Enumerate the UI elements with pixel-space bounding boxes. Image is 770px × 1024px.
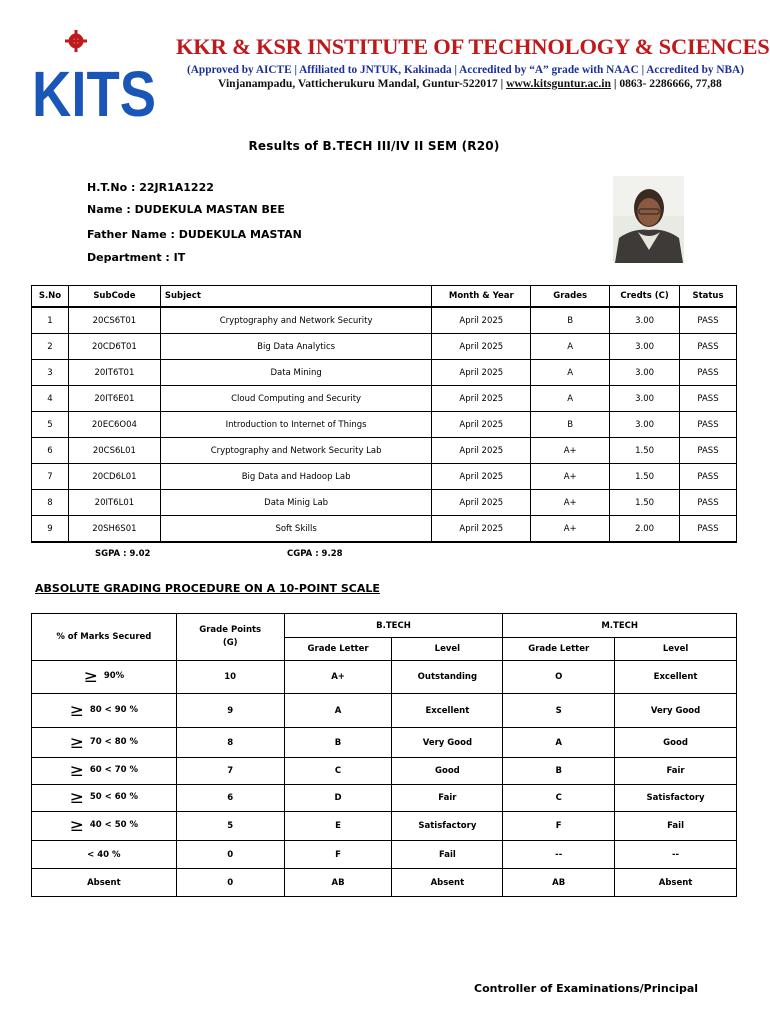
status-cell: PASS xyxy=(680,386,737,412)
column-header: Status xyxy=(680,286,737,308)
website-link[interactable]: www.kitsguntur.ac.in xyxy=(506,77,611,90)
month-year-cell: April 2025 xyxy=(432,464,531,490)
btech-header: B.TECH xyxy=(284,614,503,638)
marks-secured-header: % of Marks Secured xyxy=(32,614,177,661)
greater-equal-symbol: ≥ xyxy=(69,788,84,808)
subject-name-cell: Introduction to Internet of Things xyxy=(160,412,432,438)
mtech-level-cell: Satisfactory xyxy=(615,785,737,812)
column-header: Month & Year xyxy=(432,286,531,308)
column-header: Grades xyxy=(531,286,610,308)
greater-equal-symbol: ≥ xyxy=(83,667,98,687)
grading-header-row xyxy=(32,614,737,638)
subject-code-cell: 20CS6T01 xyxy=(68,307,160,334)
grading-row xyxy=(32,758,737,785)
logo-text: KITS xyxy=(32,58,156,130)
column-header: S.No xyxy=(32,286,69,308)
btech-grade-letter-cell: A+ xyxy=(284,661,392,694)
table-row xyxy=(32,516,737,543)
column-header: SubCode xyxy=(68,286,160,308)
month-year-cell: April 2025 xyxy=(432,412,531,438)
btech-grade-letter-cell: B xyxy=(284,728,392,758)
table-row xyxy=(32,490,737,516)
marks-range-cell xyxy=(32,728,177,758)
grade-cell: A+ xyxy=(531,438,610,464)
gear-icon xyxy=(65,30,87,52)
grade-points-cell: 5 xyxy=(176,812,284,841)
status-cell: PASS xyxy=(680,438,737,464)
status-cell: PASS xyxy=(680,490,737,516)
grade-points-header xyxy=(176,614,284,661)
grade-cell: A+ xyxy=(531,464,610,490)
serial-number-cell: 3 xyxy=(32,360,69,386)
btech-level-cell: Good xyxy=(392,758,503,785)
month-year-cell: April 2025 xyxy=(432,516,531,543)
mtech-level-cell: Absent xyxy=(615,869,737,897)
mtech-header: M.TECH xyxy=(503,614,737,638)
status-cell: PASS xyxy=(680,307,737,334)
month-year-cell: April 2025 xyxy=(432,490,531,516)
grade-cell: B xyxy=(531,412,610,438)
btech-grade-letter-header: Grade Letter xyxy=(284,638,392,661)
grade-points-cell: 8 xyxy=(176,728,284,758)
subject-code-cell: 20CS6L01 xyxy=(68,438,160,464)
marks-range-text: < 40 % xyxy=(87,849,121,860)
serial-number-cell: 1 xyxy=(32,307,69,334)
btech-level-cell: Satisfactory xyxy=(392,812,503,841)
status-cell: PASS xyxy=(680,360,737,386)
mtech-grade-letter-cell: -- xyxy=(503,841,615,869)
table-row xyxy=(32,386,737,412)
marks-table xyxy=(31,285,737,543)
marks-range-text: 50 < 60 % xyxy=(89,792,139,802)
mtech-grade-letter-cell: AB xyxy=(503,869,615,897)
marks-range-text: 60 < 70 % xyxy=(89,765,139,775)
address-text: Vinjanampadu, Vatticherukuru Mandal, Guntur-522017 | xyxy=(218,77,504,90)
month-year-cell: April 2025 xyxy=(432,307,531,334)
credits-cell: 2.00 xyxy=(610,516,680,543)
grading-table xyxy=(31,613,737,897)
btech-grade-letter-cell: A xyxy=(284,694,392,728)
marks-range-cell xyxy=(32,758,177,785)
grade-points-cell: 10 xyxy=(176,661,284,694)
institute-address xyxy=(218,77,738,90)
grade-points-cell: 0 xyxy=(176,841,284,869)
marks-range-text: 70 < 80 % xyxy=(89,736,139,747)
table-row xyxy=(32,307,737,334)
subject-code-cell: 20IT6E01 xyxy=(68,386,160,412)
table-row xyxy=(32,464,737,490)
mtech-level-cell: Fail xyxy=(615,812,737,841)
grade-cell: A xyxy=(531,386,610,412)
serial-number-cell: 8 xyxy=(32,490,69,516)
grade-points-cell: 6 xyxy=(176,785,284,812)
marks-range-cell xyxy=(32,694,177,728)
table-row xyxy=(32,360,737,386)
marks-range-cell xyxy=(32,812,177,841)
subject-code-cell: 20IT6T01 xyxy=(68,360,160,386)
mtech-level-cell: -- xyxy=(615,841,737,869)
greater-equal-symbol: ≥ xyxy=(69,761,84,781)
subject-name-cell: Cryptography and Network Security Lab xyxy=(160,438,432,464)
month-year-cell: April 2025 xyxy=(432,360,531,386)
btech-level-cell: Excellent xyxy=(392,694,503,728)
subject-code-cell: 20EC6O04 xyxy=(68,412,160,438)
column-header: Subject xyxy=(160,286,432,308)
serial-number-cell: 9 xyxy=(32,516,69,543)
table-row xyxy=(32,334,737,360)
credits-cell: 1.50 xyxy=(610,464,680,490)
credits-cell: 3.00 xyxy=(610,307,680,334)
credits-cell: 1.50 xyxy=(610,438,680,464)
month-year-cell: April 2025 xyxy=(432,334,531,360)
credits-cell: 3.00 xyxy=(610,412,680,438)
student-name: Name : DUDEKULA MASTAN BEE xyxy=(87,203,285,216)
marks-range-cell xyxy=(32,841,177,869)
subject-code-cell: 20SH6S01 xyxy=(68,516,160,543)
grade-cell: A+ xyxy=(531,516,610,543)
mtech-grade-letter-cell: O xyxy=(503,661,615,694)
institute-name: KKR & KSR INSTITUTE OF TECHNOLOGY & SCIENCES xyxy=(176,34,770,59)
kits-logo xyxy=(30,30,160,130)
mtech-grade-letter-cell: B xyxy=(503,758,615,785)
mtech-level-cell: Very Good xyxy=(615,694,737,728)
credits-cell: 3.00 xyxy=(610,360,680,386)
subject-name-cell: Cryptography and Network Security xyxy=(160,307,432,334)
subject-name-cell: Data Mining xyxy=(160,360,432,386)
grade-points-header-text: Grade Points (G) xyxy=(199,625,262,648)
grading-row xyxy=(32,785,737,812)
btech-level-cell: Outstanding xyxy=(392,661,503,694)
mtech-grade-letter-cell: S xyxy=(503,694,615,728)
serial-number-cell: 5 xyxy=(32,412,69,438)
phone-text: | 0863- 2286666, 77,88 xyxy=(613,77,722,90)
subject-code-cell: 20IT6L01 xyxy=(68,490,160,516)
result-title: Results of B.TECH III/IV II SEM (R20) xyxy=(248,139,500,153)
table-row xyxy=(32,412,737,438)
marks-range-text: Absent xyxy=(87,877,121,888)
status-cell: PASS xyxy=(680,334,737,360)
btech-level-cell: Fail xyxy=(392,841,503,869)
grading-row xyxy=(32,869,737,897)
sgpa: SGPA : 9.02 xyxy=(95,549,151,559)
subject-name-cell: Big Data and Hadoop Lab xyxy=(160,464,432,490)
grade-cell: A xyxy=(531,360,610,386)
marks-range-text: 40 < 50 % xyxy=(89,820,139,830)
marks-range-cell xyxy=(32,869,177,897)
serial-number-cell: 7 xyxy=(32,464,69,490)
month-year-cell: April 2025 xyxy=(432,386,531,412)
hall-ticket-number: H.T.No : 22JR1A1222 xyxy=(87,181,214,194)
grade-cell: A+ xyxy=(531,490,610,516)
marks-range-text: 80 < 90 % xyxy=(89,704,139,715)
btech-level-cell: Very Good xyxy=(392,728,503,758)
marks-range-cell xyxy=(32,661,177,694)
marks-header-row xyxy=(32,286,737,308)
status-cell: PASS xyxy=(680,516,737,543)
subject-code-cell: 20CD6L01 xyxy=(68,464,160,490)
subject-name-cell: Soft Skills xyxy=(160,516,432,543)
status-cell: PASS xyxy=(680,464,737,490)
btech-grade-letter-cell: C xyxy=(284,758,392,785)
btech-level-header: Level xyxy=(392,638,503,661)
mtech-level-header: Level xyxy=(615,638,737,661)
grade-points-cell: 9 xyxy=(176,694,284,728)
status-cell: PASS xyxy=(680,412,737,438)
grading-title: ABSOLUTE GRADING PROCEDURE ON A 10-POINT SCALE xyxy=(35,582,380,595)
month-year-cell: April 2025 xyxy=(432,438,531,464)
serial-number-cell: 4 xyxy=(32,386,69,412)
student-photo xyxy=(613,176,684,263)
serial-number-cell: 2 xyxy=(32,334,69,360)
credits-cell: 1.50 xyxy=(610,490,680,516)
btech-grade-letter-cell: AB xyxy=(284,869,392,897)
btech-level-cell: Fair xyxy=(392,785,503,812)
btech-grade-letter-cell: F xyxy=(284,841,392,869)
greater-equal-symbol: ≥ xyxy=(69,700,84,721)
greater-equal-symbol: ≥ xyxy=(69,732,84,753)
credits-cell: 3.00 xyxy=(610,334,680,360)
grading-row xyxy=(32,728,737,758)
mtech-grade-letter-cell: F xyxy=(503,812,615,841)
father-name: Father Name : DUDEKULA MASTAN xyxy=(87,228,302,241)
subject-name-cell: Big Data Analytics xyxy=(160,334,432,360)
btech-grade-letter-cell: D xyxy=(284,785,392,812)
grade-points-cell: 7 xyxy=(176,758,284,785)
signature-label: Controller of Examinations/Principal xyxy=(474,982,699,995)
grade-cell: B xyxy=(531,307,610,334)
cgpa: CGPA : 9.28 xyxy=(287,549,343,559)
column-header: Credts (C) xyxy=(610,286,680,308)
mtech-level-cell: Good xyxy=(615,728,737,758)
grade-cell: A xyxy=(531,334,610,360)
btech-level-cell: Absent xyxy=(392,869,503,897)
mtech-level-cell: Excellent xyxy=(615,661,737,694)
serial-number-cell: 6 xyxy=(32,438,69,464)
table-row xyxy=(32,438,737,464)
btech-grade-letter-cell: E xyxy=(284,812,392,841)
mtech-grade-letter-cell: C xyxy=(503,785,615,812)
credits-cell: 3.00 xyxy=(610,386,680,412)
marks-range-cell xyxy=(32,785,177,812)
grading-row xyxy=(32,841,737,869)
mtech-grade-letter-header: Grade Letter xyxy=(503,638,615,661)
mtech-level-cell: Fair xyxy=(615,758,737,785)
subject-name-cell: Data Minig Lab xyxy=(160,490,432,516)
institute-approvals: (Approved by AICTE | Affiliated to JNTUK, Kakinada | Accredited by “A” grade with NAAC | Accredited by NBA) xyxy=(187,64,744,76)
grading-row xyxy=(32,661,737,694)
department: Department : IT xyxy=(87,251,186,264)
mtech-grade-letter-cell: A xyxy=(503,728,615,758)
grade-points-cell: 0 xyxy=(176,869,284,897)
grading-row xyxy=(32,694,737,728)
marks-range-text: 90% xyxy=(103,671,125,681)
grading-row xyxy=(32,812,737,841)
greater-equal-symbol: ≥ xyxy=(69,816,84,836)
subject-code-cell: 20CD6T01 xyxy=(68,334,160,360)
subject-name-cell: Cloud Computing and Security xyxy=(160,386,432,412)
